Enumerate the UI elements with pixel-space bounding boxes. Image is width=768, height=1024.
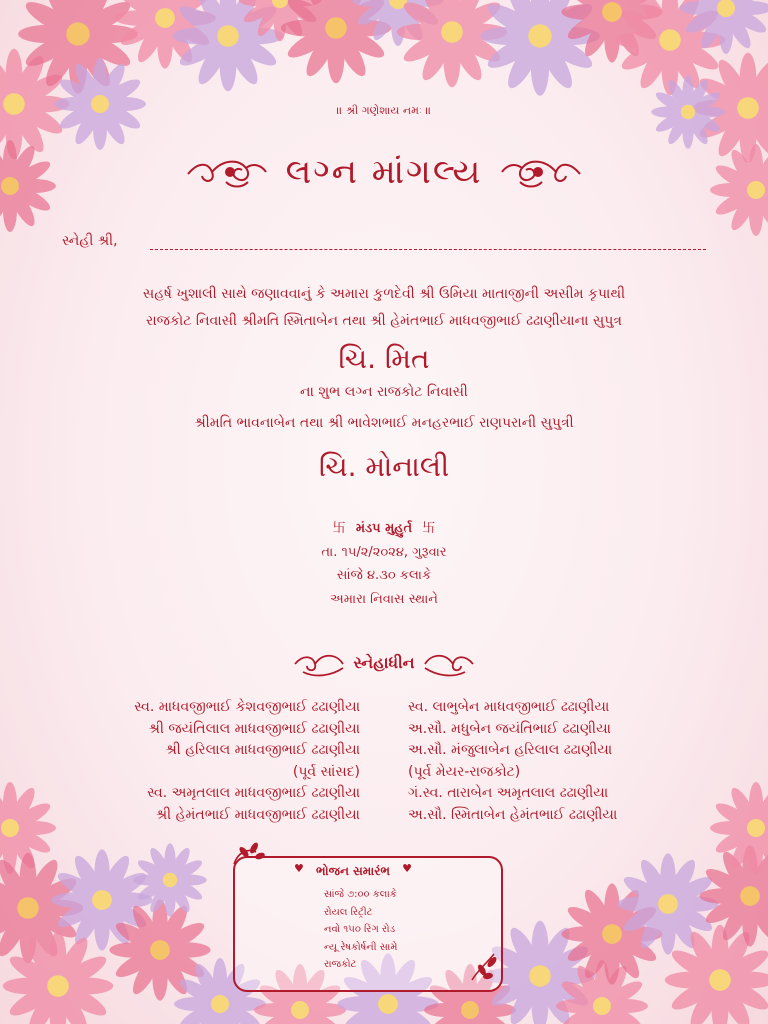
- dinner-title: ભોજન સમારંભ: [316, 864, 391, 878]
- dinner-top-flourish-icon: [230, 842, 270, 868]
- list-item: સાંજે ૭:૦૦ કલાકે: [324, 889, 397, 900]
- list-item: શ્રી જયંતિલાલ માધવજીભાઈ ઢઢાણીયા: [148, 720, 360, 737]
- right-flourish-icon: [500, 152, 582, 192]
- muhurt-time: સાંજે ૪.૩૦ કલાકે: [336, 568, 432, 583]
- list-item: સ્વ. લાભુબેન માધવજીભાઈ ઢઢાણીયા: [408, 699, 610, 715]
- intro-line-2: રાજકોટ નિવાસી શ્રીમતિ સ્મિતાબેન તથા શ્રી હેમંતભાઈ માધવજીભાઈ ઢઢાણીયાના સુપુત્ર: [146, 313, 622, 329]
- muhurt-block: [0, 517, 768, 611]
- dinner-details: [324, 886, 397, 974]
- left-flourish-small-icon: [293, 648, 345, 678]
- intro-line-1: સહર્ષ ખુશાલી સાથે જણાવવાનું કે અમારા કુળદેવી શ્રી ઉમિયા માતાજીની અસીમ કૃપાથી: [142, 286, 626, 302]
- muhurt-heading: મંડપ મુહુર્ત: [355, 521, 413, 536]
- list-item: સ્વ. માધવજીભાઈ કેશવજીભાઈ ઢઢાણીયા: [134, 699, 360, 715]
- heart-icon: ♥: [402, 862, 413, 875]
- swastik-icon: 卐: [332, 521, 346, 536]
- family-list-right: [408, 697, 748, 826]
- list-item: સ્વ. અમૃતલાલ માધવજીભાઈ ઢઢાણીયા: [147, 785, 360, 801]
- recipient-name-line: [150, 249, 706, 250]
- list-item: (પૂર્વ સાંસદ): [292, 763, 360, 780]
- middle-line-1: ના શુભ લગ્ન રાજકોટ નિવાસી: [300, 384, 468, 400]
- bride-name: ચિ. મોનાલી: [318, 450, 450, 483]
- muhurt-heading-row: [0, 517, 768, 541]
- muhurt-date: તા. ૧૫/૨/૨૦૨૪, ગુરૂવાર: [321, 544, 447, 560]
- family-list-left: [0, 697, 360, 826]
- list-item: અ.સૌ. સ્મિતાબેન હેમંતભાઈ ઢઢાણીયા: [408, 806, 618, 823]
- ganesh-invocation: ॥ શ્રી ગણેશાય નમઃ ॥: [336, 104, 432, 117]
- swastik-icon: 卐: [422, 521, 436, 536]
- title-row: [0, 152, 768, 192]
- list-item: રોયલ રિટ્રીટ: [324, 906, 373, 918]
- list-item: અ.સૌ. મંજુલાબેન હરિલાલ ઢઢાણીયા: [408, 742, 613, 758]
- snehadhin-heading: સ્નેહાધીન: [353, 653, 415, 672]
- snehadhin-row: [0, 648, 768, 678]
- page-title: લગ્ન માંગલ્ય: [285, 152, 483, 192]
- list-item: (પૂર્વ મેયર-રાજકોટ): [408, 763, 521, 780]
- groom-name: ચિ. મિત: [338, 342, 430, 375]
- list-item: ન્યૂ રેષકોર્ષની સામે: [324, 941, 398, 953]
- dinner-bottom-flourish-icon: [468, 950, 508, 982]
- heart-icon: ♥: [294, 862, 304, 875]
- middle-line-2: શ્રીમતિ ભાવનાબેન તથા શ્રી ભાવેશભાઈ મનહરભાઈ રાણપરાની સુપુત્રી: [194, 415, 574, 431]
- list-item: ગં.સ્વ. તારાબેન અમૃતલાલ ઢઢાણીયા: [408, 785, 609, 801]
- list-item: શ્રી હરિલાલ માધવજીભાઈ ઢઢાણીયા: [165, 742, 360, 758]
- dinner-title-row: [294, 862, 413, 879]
- list-item: અ.સૌ. મધુબેન જયંતિભાઈ ઢઢાણીયા: [408, 720, 611, 737]
- left-flourish-icon: [186, 152, 268, 192]
- right-flourish-small-icon: [423, 648, 475, 678]
- recipient-label: સ્નેહી શ્રી,: [62, 233, 118, 249]
- list-item: નવો ૧૫૦ રિંગ રોડ: [324, 924, 396, 935]
- list-item: શ્રી હેમંતભાઈ માધવજીભાઈ ઢઢાણીયા: [155, 806, 360, 823]
- list-item: રાજકોટ: [324, 959, 357, 970]
- muhurt-venue: અમારા નિવાસ સ્થાને: [330, 591, 438, 607]
